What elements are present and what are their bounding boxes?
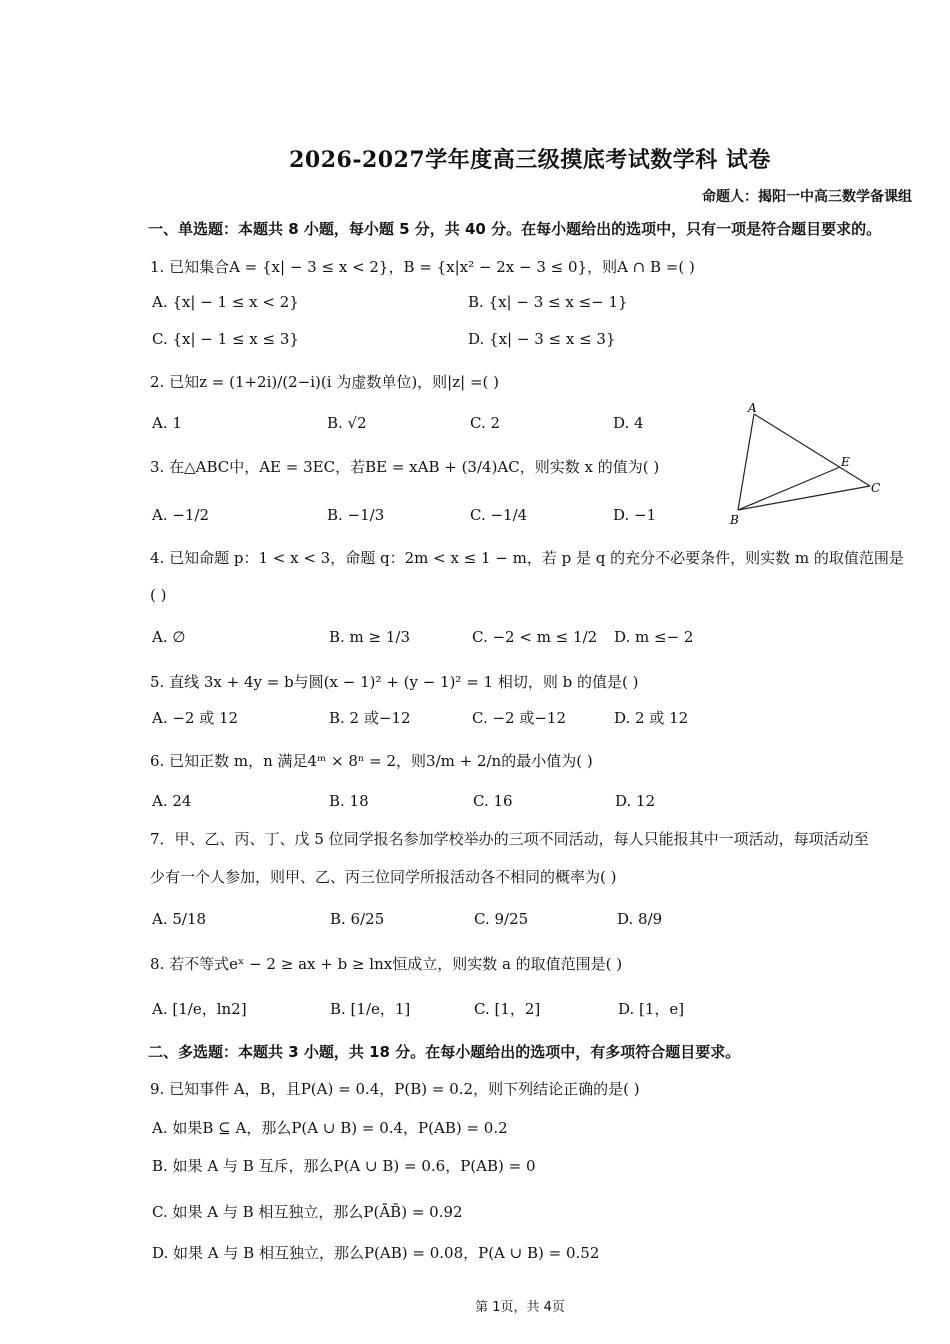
section-heading-single-choice: 一、单选题：本题共 8 小题，每小题 5 分，共 40 分。在每小题给出的选项中，只有一项是符合题目要求的。: [148, 220, 882, 238]
question-8-option-a: A. [1/e，ln2]: [152, 1000, 247, 1018]
question-8-stem: 8. 若不等式eˣ − 2 ≥ ax + b ≥ lnx恒成立，则实数 a 的取值范围是( ): [150, 955, 623, 973]
question-6-option-d: D. 12: [615, 792, 656, 810]
question-7-option-c: C. 9/25: [474, 910, 529, 928]
point-e-label: E: [841, 455, 850, 469]
question-7-stem-line1: 7．甲、乙、丙、丁、戊 5 位同学报名参加学校举办的三项不同活动，每人只能报其中一项活动，每项活动至: [150, 830, 869, 848]
triangle-figure: [728, 400, 888, 528]
question-1-option-d: D. {x| − 3 ≤ x ≤ 3}: [468, 330, 616, 348]
question-8-option-d: D. [1，e]: [618, 1000, 685, 1018]
question-1-option-a: A. {x| − 1 ≤ x < 2}: [152, 293, 299, 311]
question-1-option-b: B. {x| − 3 ≤ x ≤− 1}: [468, 293, 628, 311]
question-7-stem-line2: 少有一个人参加，则甲、乙、丙三位同学所报活动各不相同的概率为( ): [150, 868, 617, 886]
question-4-option-c: C. −2 < m ≤ 1/2: [472, 628, 598, 646]
question-4-stem: 4. 已知命题 p：1 < x < 3，命题 q：2m < x ≤ 1 − m，若 p 是 q 的充分不必要条件，则实数 m 的取值范围是: [150, 549, 904, 567]
question-5-option-d: D. 2 或 12: [614, 709, 689, 727]
question-3-option-c: C. −1/4: [470, 506, 528, 524]
author-line: 命题人：揭阳一中高三数学备课组: [702, 189, 912, 205]
question-2-stem: 2. 已知z = (1+2i)/(2−i)(i 为虚数单位)，则|z| =( ): [150, 373, 499, 391]
question-9-option-c: C. 如果 A 与 B 相互独立，那么P(ĀB̄) = 0.92: [152, 1203, 463, 1221]
question-2-option-c: C. 2: [470, 414, 501, 432]
vertex-b-label: B: [730, 513, 739, 527]
question-9-option-a: A. 如果B ⊆ A，那么P(A ∪ B) = 0.4，P(AB) = 0.2: [152, 1119, 508, 1137]
question-2-option-a: A. 1: [152, 414, 182, 432]
question-8-option-b: B. [1/e，1]: [330, 1000, 411, 1018]
question-1-stem: 1. 已知集合A = {x| − 3 ≤ x < 2}，B = {x|x² − 2x − 3 ≤ 0}，则A ∩ B =( ): [150, 258, 695, 276]
question-9-option-d: D. 如果 A 与 B 相互独立，那么P(AB) = 0.08，P(A ∪ B) = 0.52: [152, 1244, 600, 1262]
question-4-option-d: D. m ≤− 2: [614, 628, 694, 646]
question-7-option-b: B. 6/25: [330, 910, 385, 928]
question-5-option-b: B. 2 或−12: [329, 709, 411, 727]
question-5-option-c: C. −2 或−12: [472, 709, 567, 727]
question-1-option-c: C. {x| − 1 ≤ x ≤ 3}: [152, 330, 299, 348]
section-heading-multi-choice: 二、多选题：本题共 3 小题，共 18 分。在每小题给出的选项中，有多项符合题目要求。: [148, 1043, 741, 1061]
vertex-a-label: A: [748, 401, 757, 415]
question-3-option-a: A. −1/2: [152, 506, 210, 524]
question-8-option-c: C. [1，2]: [474, 1000, 541, 1018]
question-3-stem: 3. 在△ABC中，AE = 3EC，若BE = xAB + (3/4)AC，则实数 x 的值为( ): [150, 458, 660, 476]
question-3-option-d: D. −1: [613, 506, 657, 524]
question-6-option-c: C. 16: [473, 792, 513, 810]
question-7-option-a: A. 5/18: [152, 910, 207, 928]
question-4-option-a: A. ∅: [152, 628, 186, 646]
question-6-option-a: A. 24: [152, 792, 192, 810]
page-footer: 第 1页，共 4页: [475, 1300, 565, 1315]
question-2-option-b: B. √2: [327, 414, 367, 432]
question-6-stem: 6. 已知正数 m，n 满足4ᵐ × 8ⁿ = 2，则3/m + 2/n的最小值为( ): [150, 752, 593, 770]
question-7-option-d: D. 8/9: [617, 910, 663, 928]
vertex-c-label: C: [871, 481, 881, 495]
question-6-option-b: B. 18: [329, 792, 369, 810]
question-3-option-b: B. −1/3: [327, 506, 385, 524]
question-5-option-a: A. −2 或 12: [152, 709, 239, 727]
question-9-stem: 9. 已知事件 A，B，且P(A) = 0.4，P(B) = 0.2，则下列结论正确的是( ): [150, 1080, 640, 1098]
page-title: 2026-2027学年度高三级摸底考试数学科 试卷: [289, 147, 771, 173]
question-9-option-b: B. 如果 A 与 B 互斥，那么P(A ∪ B) = 0.6，P(AB) = 0: [152, 1157, 536, 1175]
question-4-option-b: B. m ≥ 1/3: [329, 628, 411, 646]
question-4-paren: ( ): [150, 586, 167, 604]
question-5-stem: 5. 直线 3x + 4y = b与圆(x − 1)² + (y − 1)² = 1 相切，则 b 的值是( ): [150, 673, 639, 691]
question-2-option-d: D. 4: [613, 414, 644, 432]
